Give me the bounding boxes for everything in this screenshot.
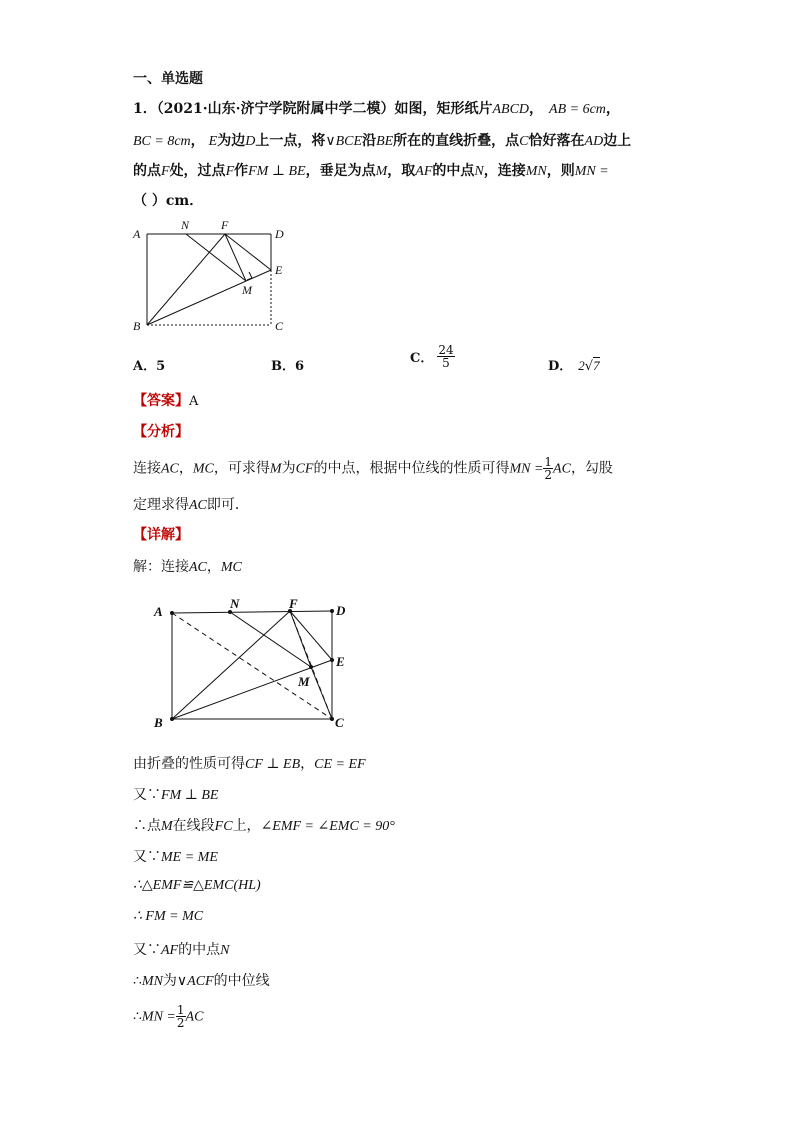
proof-text: 的中位线 — [213, 973, 270, 989]
label-n: N — [181, 218, 190, 232]
figure-solution-diagram — [146, 594, 366, 734]
math-ac: AC — [189, 498, 207, 513]
punct: ， — [529, 101, 544, 117]
math-acf: ∨ACF — [176, 974, 214, 989]
analysis-text: 的中点，根据中位线的性质可得 — [313, 460, 510, 477]
analysis-text: 连接 — [133, 460, 161, 477]
math-fc: FC — [214, 819, 233, 834]
point-e — [330, 658, 334, 662]
question-source: （2021·山东·济宁学院附属中学二模） — [156, 101, 395, 117]
question-text: ，则 — [546, 163, 575, 179]
punct: ， — [206, 559, 221, 575]
option-d[interactable] — [548, 355, 600, 374]
proof-step-3 — [133, 815, 395, 835]
question-text: ，连接 — [483, 163, 526, 179]
math-c: C — [519, 134, 529, 149]
question-text: 边上 — [603, 133, 632, 149]
question-text: 作 — [234, 163, 249, 179]
math-be: BE — [376, 134, 394, 149]
proof-step-1 — [133, 753, 366, 773]
label-c: C — [335, 715, 344, 730]
label-d: D — [275, 227, 284, 241]
question-text: 所在的直线折叠，点 — [393, 133, 520, 149]
proof-text: 由折叠的性质可得 — [133, 756, 245, 772]
math-ad: AD — [584, 134, 604, 149]
math-m: M — [375, 164, 388, 179]
analysis-line-1 — [133, 456, 613, 481]
sqrt-icon: √ — [584, 359, 594, 374]
fraction-numerator: 1 — [176, 1003, 185, 1017]
question-text: ，取 — [387, 163, 416, 179]
math-ce-ef: CE = EF — [314, 757, 366, 772]
point-c — [330, 717, 334, 721]
math-ac: AC — [553, 461, 571, 477]
math-bc: BC = 8cm — [133, 134, 191, 149]
proof-fraction — [176, 1004, 186, 1029]
question-text: 沿 — [362, 133, 377, 149]
label-a: A — [154, 604, 163, 619]
analysis-text: ，勾股 — [570, 460, 613, 477]
math-me-me: ME = ME — [161, 850, 218, 865]
math-ac: AC — [161, 461, 179, 477]
punct: ， — [190, 133, 205, 149]
math-mn-eq: MN = — [141, 1009, 176, 1025]
fraction-denominator: 5 — [442, 356, 450, 370]
analysis-text: 即可． — [206, 497, 249, 513]
segment-fe — [225, 234, 271, 270]
question-line-2 — [133, 130, 631, 150]
question-number: 1． — [133, 101, 157, 117]
question-text: 上一点，将 — [255, 133, 326, 149]
label-m: M — [298, 674, 310, 689]
segment-be — [172, 660, 332, 719]
math-ac: AC — [185, 1009, 204, 1025]
proof-step-2 — [133, 784, 218, 804]
proof-step-4 — [133, 846, 218, 866]
fraction-numerator: 1 — [544, 455, 553, 469]
proof-text: ∴ — [133, 1008, 142, 1025]
punct: ， — [300, 756, 315, 772]
segment-nm — [230, 612, 311, 667]
label-n: N — [230, 596, 240, 611]
math-af: AF — [161, 943, 179, 958]
label-b: B — [154, 715, 163, 730]
math-f: F — [161, 164, 170, 179]
proof-text: ∴ — [133, 973, 142, 989]
math-mc: MC — [192, 461, 214, 477]
point-d — [330, 609, 334, 613]
punct: ， — [178, 460, 193, 477]
detail-tag: 【详解】 — [133, 527, 189, 543]
question-text: 恰好落在 — [528, 133, 585, 149]
proof-text: 又∵ — [133, 942, 161, 958]
question-text: 为边 — [217, 133, 246, 149]
proof-text: 的中点 — [178, 942, 221, 958]
math-fm-perp: FM ⊥ BE — [161, 788, 219, 803]
right-angle-mark — [247, 272, 252, 280]
question-text: 处，过点 — [169, 163, 226, 179]
math-fm-perp: FM ⊥ BE — [248, 164, 306, 179]
proof-text: 又∵ — [133, 787, 161, 803]
edge-ad — [172, 611, 332, 613]
analysis-text: 定理求得 — [133, 497, 189, 513]
math-abcd: ABCD — [492, 102, 530, 117]
proof-text: 在线段 — [172, 818, 215, 834]
math-n: N — [474, 164, 484, 179]
analysis-line-2 — [133, 494, 249, 514]
math-mc: MC — [220, 560, 242, 575]
point-b — [170, 717, 174, 721]
question-line-1 — [133, 98, 620, 118]
label-c: C — [275, 319, 284, 333]
question-text: 的中点 — [432, 163, 475, 179]
segment-bf — [147, 234, 225, 325]
fraction-denominator: 2 — [544, 468, 553, 482]
math-angles: ∠EMF = ∠EMC = 90° — [260, 819, 395, 834]
label-b: B — [133, 319, 141, 333]
analysis-text: ，可求得 — [213, 460, 270, 477]
analysis-text: 为 — [281, 460, 296, 477]
question-text: 的点 — [133, 163, 161, 179]
math-mn-eq: MN = — [509, 461, 544, 477]
proof-text: 上， — [232, 818, 261, 834]
question-text: 如图，矩形纸片 — [394, 101, 493, 117]
section-title: 一、单选题 — [133, 71, 203, 87]
analysis-fraction — [543, 456, 553, 481]
fraction-denominator: 2 — [176, 1016, 185, 1030]
math-n: N — [220, 943, 230, 958]
proof-text: 为 — [162, 973, 177, 989]
proof-text: 又∵ — [133, 849, 161, 865]
label-d: D — [336, 603, 346, 618]
option-d-radicand: 7 — [593, 358, 600, 373]
math-ab: AB = 6cm — [549, 102, 606, 117]
answer-tag: 【答案】 — [133, 393, 189, 409]
math-cf: CF — [295, 461, 314, 477]
dashed-ac — [172, 613, 332, 719]
math-m: M — [269, 461, 282, 477]
option-c[interactable] — [410, 344, 455, 369]
question-line-4: （ ）cm． — [133, 193, 204, 209]
math-af: AF — [415, 164, 433, 179]
segment-mc — [311, 667, 332, 719]
segment-fm — [225, 234, 246, 281]
segment-fe — [290, 611, 332, 660]
option-d-label: D． — [548, 359, 573, 374]
option-b[interactable]: B．6 — [271, 359, 305, 374]
proof-step-5: ∴△EMF≌△EMC(HL) — [133, 878, 261, 893]
math-mn-eq: MN = — [574, 164, 609, 179]
proof-step-7 — [133, 939, 229, 959]
math-mn: MN — [141, 974, 163, 989]
point-a — [170, 611, 174, 615]
math-f: F — [225, 164, 235, 179]
proof-text: ∴点 — [133, 818, 161, 834]
option-c-label: C． — [410, 351, 434, 366]
math-ac: AC — [189, 560, 207, 575]
option-c-fraction — [437, 344, 454, 369]
label-m: M — [242, 283, 252, 297]
punct: ， — [605, 101, 620, 117]
question-line-3 — [133, 160, 609, 180]
label-e: E — [336, 654, 345, 669]
solution-text: 解：连接 — [133, 559, 189, 575]
segment-bf — [172, 611, 290, 719]
label-f: F — [221, 218, 229, 232]
answer-line — [133, 390, 198, 410]
proof-step-8 — [133, 970, 270, 990]
math-cf-perp: CF ⊥ EB — [245, 757, 301, 772]
point-m — [309, 665, 313, 669]
proof-step-6: ∴ FM = MC — [133, 909, 204, 924]
fraction-numerator: 24 — [438, 343, 454, 357]
figure-fold-diagram — [128, 214, 298, 338]
math-bce: ∨BCE — [325, 134, 363, 149]
math-m: M — [161, 819, 173, 834]
math-e: E — [208, 134, 218, 149]
label-e: E — [275, 263, 283, 277]
question-text: ，垂足为点 — [305, 163, 376, 179]
analysis-tag: 【分析】 — [133, 424, 189, 440]
option-a[interactable]: A．5 — [133, 359, 166, 374]
option-d-coefficient: 2 — [578, 358, 585, 373]
segment-nm — [186, 234, 246, 281]
answer-value: A — [189, 394, 199, 409]
math-d: D — [245, 134, 256, 149]
label-f: F — [289, 596, 298, 611]
solution-line — [133, 556, 242, 576]
label-a: A — [133, 227, 141, 241]
math-mn: MN — [525, 164, 547, 179]
proof-step-9 — [133, 1004, 203, 1029]
